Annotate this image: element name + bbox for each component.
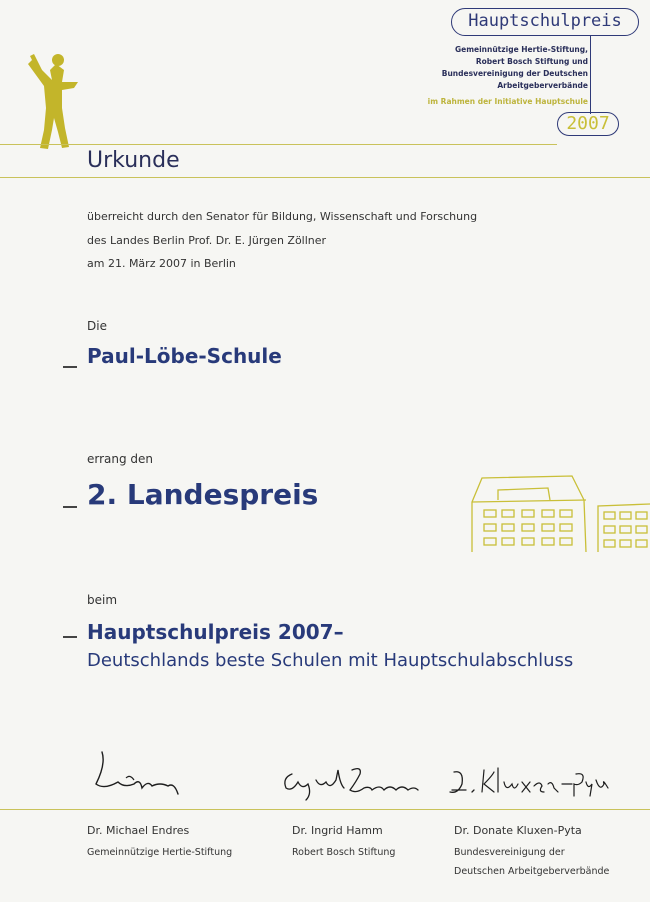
signature-kluxen-pyta xyxy=(448,762,610,802)
intro-line-2: des Landes Berlin Prof. Dr. E. Jürgen Zöllner xyxy=(87,234,327,247)
signatory-2-org: Robert Bosch Stiftung xyxy=(292,847,396,858)
certificate-title: Urkunde xyxy=(87,148,180,173)
signature-endres xyxy=(90,744,185,802)
rule-signatures xyxy=(0,809,650,810)
org-line-4: Arbeitgeberverbände xyxy=(497,81,588,90)
org-line-2: Robert Bosch Stiftung und xyxy=(475,57,588,66)
signatory-3-name: Dr. Donate Kluxen-Pyta xyxy=(454,824,582,837)
school-building-illustration xyxy=(468,472,650,554)
year-badge: 2007 xyxy=(557,112,619,136)
rule-under-title xyxy=(0,177,650,178)
signature-hamm xyxy=(280,760,422,806)
initiative-text: im Rahmen der Initiative Hauptschule xyxy=(427,97,588,106)
prize-title: 2. Landespreis xyxy=(87,478,319,511)
signatory-2-name: Dr. Ingrid Hamm xyxy=(292,824,383,837)
dash-school xyxy=(63,366,77,368)
signatory-1-name: Dr. Michael Endres xyxy=(87,824,190,837)
org-line-3: Bundesvereinigung der Deutschen xyxy=(441,69,588,78)
signatory-3-org-line-2: Deutschen Arbeitgeberverbände xyxy=(454,866,610,877)
hauptschulpreis-title-badge: Hauptschulpreis xyxy=(451,8,639,36)
dancing-figure-logo xyxy=(22,48,82,152)
signatory-3-org-line-1: Bundesvereinigung der xyxy=(454,847,565,858)
label-die: Die xyxy=(87,319,107,333)
intro-line-1: überreicht durch den Senator für Bildung, Wissenschaft und Forschung xyxy=(87,210,478,223)
rule-top xyxy=(0,144,557,145)
signatory-1-org: Gemeinnützige Hertie-Stiftung xyxy=(87,847,233,858)
dash-prize xyxy=(63,506,77,508)
label-beim: beim xyxy=(87,593,118,607)
intro-line-3: am 21. März 2007 in Berlin xyxy=(87,257,236,270)
award-name: Hauptschulpreis 2007– xyxy=(87,620,344,644)
label-errang: errang den xyxy=(87,452,154,466)
school-name: Paul-Löbe-Schule xyxy=(87,344,282,368)
award-subtitle: Deutschlands beste Schulen mit Hauptschulabschluss xyxy=(87,650,574,671)
dash-award xyxy=(63,636,77,638)
header-divider xyxy=(590,36,591,114)
org-line-1: Gemeinnützige Hertie-Stiftung, xyxy=(454,45,588,54)
